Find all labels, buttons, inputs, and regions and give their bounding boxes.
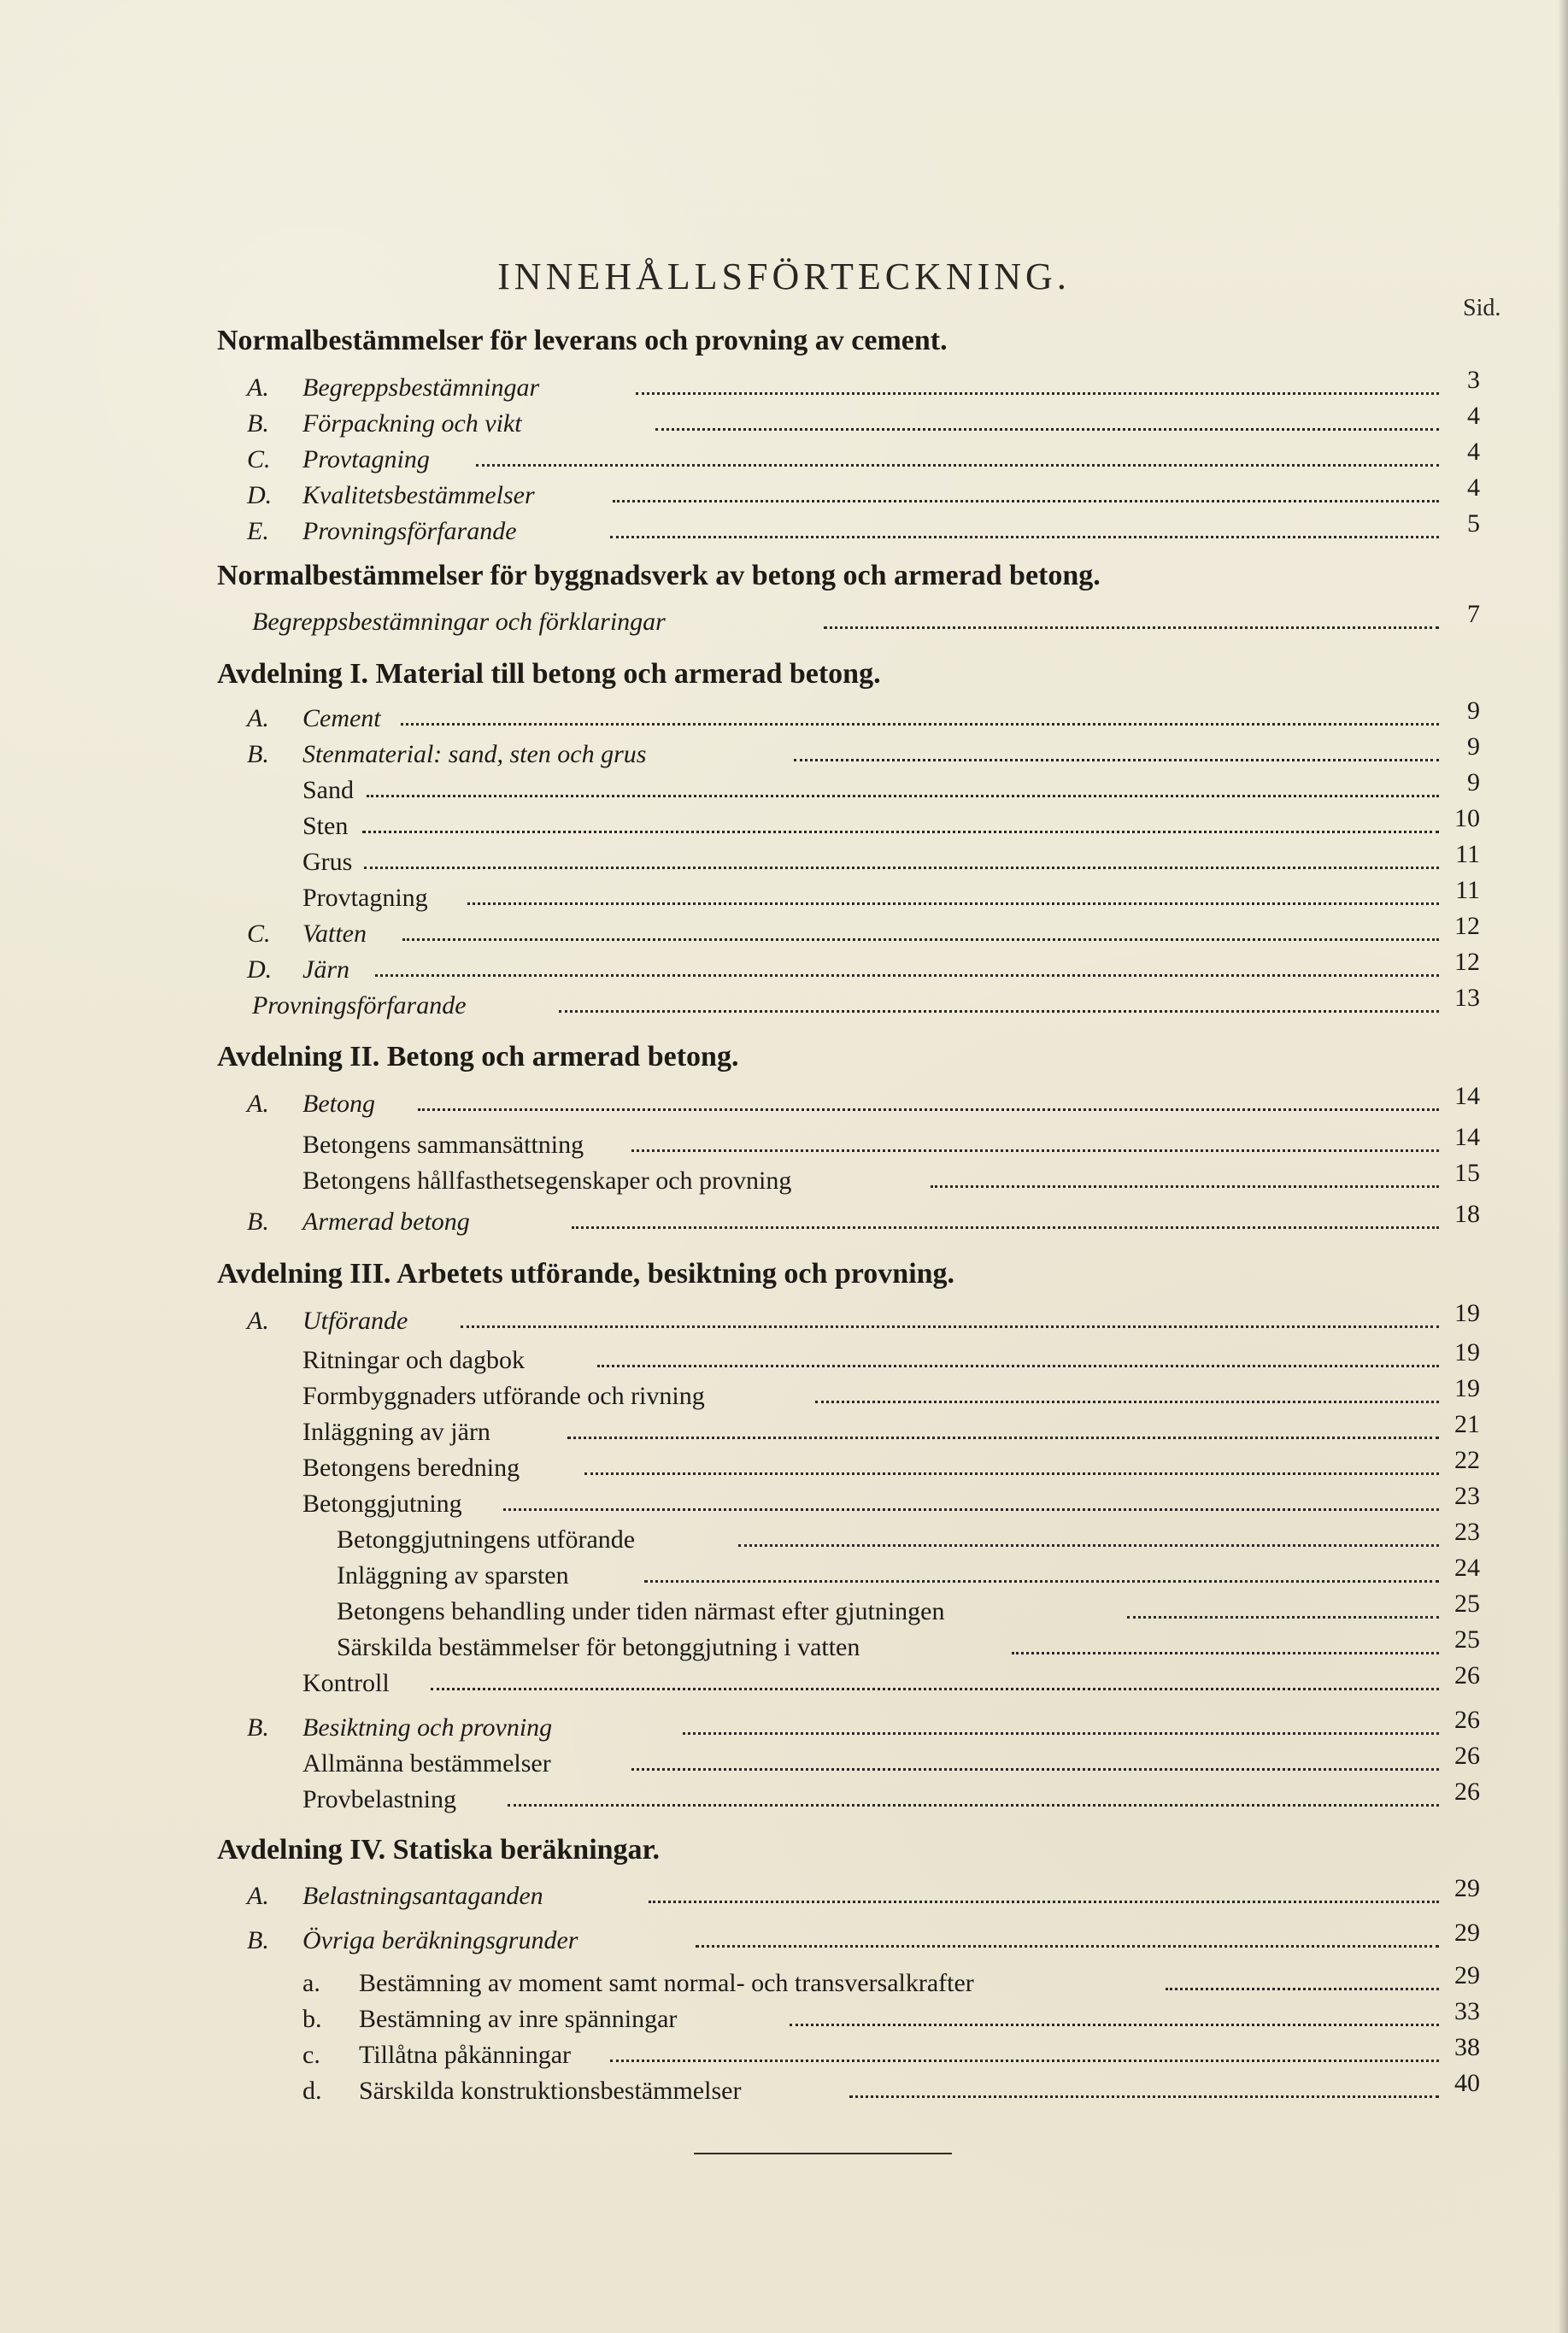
toc-entry — [302, 1742, 1499, 1779]
page-number: 11 — [1455, 876, 1480, 904]
toc-entry — [247, 912, 1499, 949]
toc-entry — [302, 1661, 1499, 1699]
page-number: 40 — [1454, 2069, 1480, 2097]
entry-letter: A. — [247, 1090, 269, 1118]
dot-leader — [418, 1107, 1439, 1111]
entry-letter: A. — [247, 704, 269, 732]
toc-entry — [302, 1446, 1499, 1484]
dot-leader — [815, 1399, 1439, 1403]
entry-letter: D. — [247, 481, 273, 509]
section-heading-byggnadsverk: Normalbestämmelser för byggnadsverk av betong och armerad betong. — [217, 560, 1101, 591]
entry-label: Betong — [302, 1090, 375, 1118]
section-heading-cement: Normalbestämmelser för leverans och provning av cement. — [217, 325, 948, 356]
dot-leader — [401, 721, 1439, 726]
entry-label: Kontroll — [302, 1669, 390, 1697]
section-heading-avdelning-i: Avdelning I. Material till betong och armerad betong. — [217, 658, 881, 690]
entry-label: Provningsförfarande — [252, 991, 467, 1020]
page-edge-shadow — [1558, 0, 1568, 2333]
entry-label: Begreppsbestämningar och förklaringar — [252, 608, 666, 636]
page-title: INNEHÅLLSFÖRTECKNING. — [497, 256, 1071, 297]
dot-leader — [572, 1225, 1439, 1229]
toc-entry — [247, 402, 1499, 439]
entry-letter: B. — [247, 740, 269, 768]
page-number: 26 — [1454, 1778, 1480, 1806]
page-number: 4 — [1467, 402, 1480, 430]
page-number-column-label: Sid. — [1463, 295, 1501, 321]
page-number: 18 — [1454, 1200, 1480, 1228]
entry-letter: C. — [247, 445, 271, 473]
entry-label: Bestämning av moment samt normal- och transversalkrafter — [359, 1969, 974, 1997]
dot-leader — [461, 1324, 1439, 1328]
toc-entry — [337, 1625, 1499, 1663]
dot-leader — [636, 391, 1439, 395]
entry-label: Vatten — [302, 920, 367, 948]
toc-entry — [302, 876, 1499, 914]
entry-label: Kvalitetsbestämmelser — [302, 481, 535, 509]
page-number: 26 — [1454, 1706, 1480, 1734]
entry-letter: d. — [302, 2077, 322, 2105]
entry-label: Utförande — [302, 1307, 408, 1335]
dot-leader — [508, 1802, 1439, 1807]
entry-letter: C. — [247, 920, 271, 948]
page-number: 5 — [1467, 509, 1480, 538]
dot-leader — [649, 1899, 1439, 1903]
entry-letter: A. — [247, 1882, 269, 1910]
page-number: 19 — [1454, 1338, 1480, 1366]
page-number: 4 — [1467, 438, 1480, 466]
toc-entry — [247, 984, 1499, 1021]
page-number: 14 — [1454, 1123, 1480, 1151]
entry-letter: B. — [247, 1208, 269, 1236]
toc-entry — [302, 804, 1499, 842]
page-number: 9 — [1467, 768, 1480, 796]
entry-label: Järn — [302, 955, 349, 984]
page-number: 19 — [1454, 1299, 1480, 1327]
entry-label: Betongens beredning — [302, 1454, 520, 1482]
entry-letter: A. — [247, 373, 269, 402]
page-number: 24 — [1454, 1554, 1480, 1582]
dot-leader — [1012, 1650, 1439, 1654]
page-number: 26 — [1454, 1661, 1480, 1690]
toc-entry — [337, 1590, 1499, 1627]
toc-entry — [247, 948, 1499, 985]
entry-label: Betongens hållfasthetsegenskaper och provning — [302, 1166, 792, 1195]
entry-label: Besiktning och provning — [302, 1713, 553, 1742]
entry-label: Belastningsantaganden — [302, 1882, 543, 1910]
page-number: 11 — [1455, 840, 1480, 868]
dot-leader — [610, 534, 1439, 538]
toc-entry — [247, 1874, 1499, 1912]
dot-leader — [794, 757, 1439, 761]
page-number: 10 — [1454, 804, 1480, 832]
toc-entry — [247, 438, 1499, 475]
dot-leader — [696, 1943, 1439, 1948]
dot-leader — [431, 1686, 1439, 1690]
dot-leader — [467, 901, 1439, 905]
dot-leader — [824, 625, 1439, 629]
entry-label: Formbyggnaders utförande och rivning — [302, 1382, 705, 1410]
page-number: 12 — [1454, 912, 1480, 940]
entry-label: Stenmaterial: sand, sten och grus — [302, 740, 647, 768]
page-number: 33 — [1454, 1997, 1480, 2025]
toc-entry — [302, 1374, 1499, 1412]
dot-leader — [931, 1184, 1439, 1188]
entry-letter: A. — [247, 1307, 269, 1335]
dot-leader — [683, 1731, 1439, 1735]
toc-entry — [247, 366, 1499, 403]
entry-label: Sand — [302, 776, 354, 804]
toc-entry — [247, 1299, 1499, 1337]
page-number: 3 — [1467, 366, 1480, 394]
entry-label: Särskilda bestämmelser för betonggjutning i vatten — [337, 1633, 860, 1661]
page-number: 4 — [1467, 473, 1480, 502]
section-heading-avdelning-ii: Avdelning II. Betong och armerad betong. — [217, 1041, 739, 1072]
dot-leader — [559, 1008, 1439, 1013]
page-number: 9 — [1467, 696, 1480, 725]
toc-entry — [302, 1338, 1499, 1376]
entry-label: Betongens behandling under tiden närmast efter gjutningen — [337, 1597, 945, 1625]
closing-rule — [694, 2153, 952, 2154]
entry-label: Cement — [302, 704, 381, 732]
toc-entry — [302, 1482, 1499, 1519]
toc-entry — [247, 1200, 1499, 1237]
entry-label: Särskilda konstruktionsbestämmelser — [359, 2077, 742, 2105]
entry-label: Begreppsbestämningar — [302, 373, 540, 402]
entry-label: Provningsförfarande — [302, 517, 517, 545]
dot-leader — [402, 937, 1439, 941]
entry-label: Betonggjutning — [302, 1490, 462, 1518]
toc-entry — [302, 1159, 1499, 1196]
entry-letter: E. — [247, 517, 269, 545]
toc-entry — [302, 1410, 1499, 1448]
dot-leader — [375, 973, 1439, 977]
toc-entry — [247, 732, 1499, 770]
page-number: 21 — [1454, 1410, 1480, 1438]
toc-entry — [302, 840, 1499, 878]
entry-label: Inläggning av järn — [302, 1418, 490, 1446]
dot-leader — [597, 1363, 1439, 1367]
toc-entry — [247, 509, 1499, 547]
page-number: 29 — [1454, 1919, 1480, 1947]
toc-entry — [302, 1778, 1499, 1815]
page-number: 12 — [1454, 948, 1480, 976]
dot-leader — [1127, 1614, 1439, 1619]
toc-entry — [247, 600, 1499, 638]
entry-label: Armerad betong — [302, 1208, 470, 1236]
entry-label: Betongens sammansättning — [302, 1131, 584, 1159]
toc-entry — [302, 768, 1499, 806]
entry-label: Inläggning av sparsten — [337, 1561, 569, 1590]
page-number: 22 — [1454, 1446, 1480, 1474]
entry-label: Förpackning och vikt — [302, 409, 522, 438]
entry-label: Övriga beräkningsgrunder — [302, 1926, 578, 1954]
dot-leader — [1166, 1986, 1439, 1990]
toc-entry — [302, 1123, 1499, 1161]
dot-leader — [364, 865, 1439, 869]
entry-label: Provtagning — [302, 445, 430, 473]
toc-entry — [247, 696, 1499, 734]
entry-letter: D. — [247, 955, 273, 984]
page-number: 23 — [1454, 1482, 1480, 1510]
dot-leader — [631, 1148, 1439, 1152]
page-number: 7 — [1467, 600, 1480, 628]
entry-label: Provbelastning — [302, 1785, 456, 1813]
page-number: 29 — [1454, 1961, 1480, 1989]
toc-entry — [337, 1518, 1499, 1555]
dot-leader — [567, 1435, 1439, 1439]
entry-label: Provtagning — [302, 884, 428, 912]
page-number: 38 — [1454, 2033, 1480, 2061]
dot-leader — [476, 462, 1439, 467]
dot-leader — [738, 1543, 1439, 1547]
toc-entry — [247, 1706, 1499, 1743]
entry-label: Ritningar och dagbok — [302, 1346, 525, 1374]
entry-label: Bestämning av inre spänningar — [359, 2005, 678, 2033]
page-number: 13 — [1454, 984, 1480, 1012]
dot-leader — [644, 1578, 1439, 1583]
entry-letter: b. — [302, 2005, 322, 2033]
dot-leader — [584, 1471, 1439, 1475]
section-heading-avdelning-iv: Avdelning IV. Statiska beräkningar. — [217, 1834, 661, 1866]
dot-leader — [613, 498, 1439, 502]
dot-leader — [631, 1766, 1439, 1771]
entry-letter: a. — [302, 1969, 320, 1997]
dot-leader — [367, 793, 1439, 797]
entry-letter: c. — [302, 2041, 320, 2069]
entry-letter: B. — [247, 1926, 269, 1954]
page-number: 25 — [1454, 1625, 1480, 1654]
dot-leader — [790, 2022, 1439, 2026]
toc-entry — [302, 2069, 1499, 2107]
toc-entry — [247, 473, 1499, 511]
entry-label: Allmänna bestämmelser — [302, 1749, 551, 1778]
toc-entry — [302, 1961, 1499, 1999]
entry-label: Betonggjutningens utförande — [337, 1525, 636, 1554]
dot-leader — [849, 2094, 1439, 2098]
page-number: 15 — [1454, 1159, 1480, 1187]
entry-letter: B. — [247, 1713, 269, 1742]
entry-label: Tillåtna påkänningar — [359, 2041, 572, 2069]
toc-entry — [247, 1082, 1499, 1119]
toc-entry — [302, 2033, 1499, 2071]
toc-entry — [337, 1554, 1499, 1591]
page-number: 14 — [1454, 1082, 1480, 1110]
page-number: 26 — [1454, 1742, 1480, 1770]
dot-leader — [655, 426, 1439, 431]
entry-label: Sten — [302, 812, 349, 840]
dot-leader — [362, 829, 1439, 833]
dot-leader — [610, 2058, 1439, 2062]
page-number: 25 — [1454, 1590, 1480, 1618]
section-heading-avdelning-iii: Avdelning III. Arbetets utförande, besiktning och provning. — [217, 1258, 955, 1290]
page-number: 9 — [1467, 732, 1480, 761]
toc-entry — [302, 1997, 1499, 2035]
page-number: 29 — [1454, 1874, 1480, 1902]
toc-entry — [247, 1919, 1499, 1956]
entry-label: Grus — [302, 848, 353, 876]
page-number: 19 — [1454, 1374, 1480, 1402]
entry-letter: B. — [247, 409, 269, 438]
dot-leader — [503, 1507, 1439, 1511]
page-number: 23 — [1454, 1518, 1480, 1546]
